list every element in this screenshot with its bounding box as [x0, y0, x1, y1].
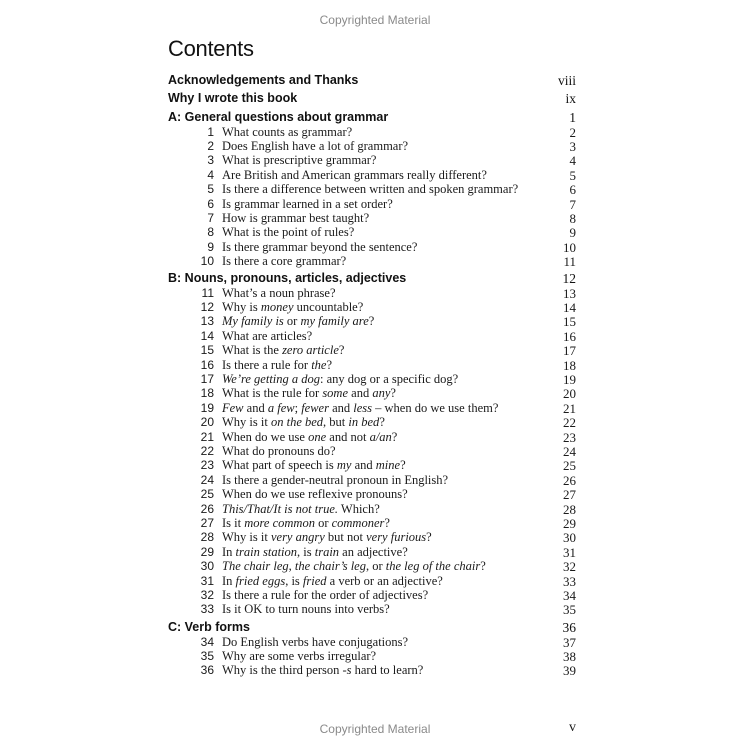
- toc-entry: [168, 502, 576, 516]
- toc-page-number: 26: [563, 472, 576, 488]
- toc-entry: [168, 254, 576, 268]
- toc-entry: [168, 358, 576, 372]
- toc-entry: [168, 343, 576, 357]
- toc-entry: [168, 329, 576, 343]
- toc-entry-title: What is the rule for some and any?: [222, 386, 396, 401]
- toc-entry: [168, 211, 576, 225]
- toc-entry: [168, 588, 576, 602]
- toc-page-number: 35: [563, 602, 576, 618]
- toc-entry-title: In train station, is train an adjective?: [222, 544, 408, 559]
- toc-entry-number: 21: [200, 429, 214, 444]
- watermark-top: Copyrighted Material: [319, 13, 431, 27]
- toc-entry-number: 35: [200, 649, 214, 663]
- toc-entry: [168, 300, 576, 314]
- toc-entry-number: 11: [201, 285, 214, 300]
- toc-entry: [168, 225, 576, 239]
- toc-entry-title: My family is or my family are?: [222, 314, 375, 329]
- toc-entry-title: What part of speech is my and mine?: [222, 458, 406, 473]
- toc-entry: [168, 487, 576, 501]
- toc-page-number: 11: [563, 254, 576, 270]
- toc-page-number: 30: [563, 530, 576, 546]
- toc-entry-number: 6: [207, 196, 214, 211]
- toc-entry: [168, 473, 576, 487]
- toc-entry: [168, 286, 576, 300]
- toc-entry: [168, 139, 576, 153]
- toc-page-number: 18: [563, 357, 576, 373]
- toc-page-number: 32: [563, 559, 576, 575]
- toc-page-number: 25: [563, 458, 576, 474]
- toc-entry-title: When do we use one and not a/an?: [222, 429, 398, 444]
- watermark-bottom: Copyrighted Material: [319, 722, 431, 736]
- toc-page-number: 3: [569, 139, 576, 154]
- toc-page-number: ix: [565, 91, 576, 106]
- toc-page-number: 7: [569, 196, 576, 212]
- toc-entry-number: 18: [200, 386, 214, 401]
- toc-entry-title: What counts as grammar?: [222, 124, 353, 139]
- toc-entry-number: 25: [200, 487, 214, 502]
- toc-heading-label: C: Verb forms: [168, 620, 250, 634]
- toc-page-number: 36: [562, 620, 576, 635]
- toc-page-number: 1: [569, 110, 576, 125]
- toc-entry-number: 16: [200, 357, 214, 372]
- toc-entry-number: 7: [207, 211, 214, 225]
- toc-page-number: 29: [563, 516, 576, 531]
- toc-entry-title: Is it more common or commoner?: [222, 516, 390, 530]
- toc-entry-title: Is there grammar beyond the sentence?: [222, 239, 418, 254]
- toc-entry: [168, 415, 576, 429]
- toc-entry-title: What is prescriptive grammar?: [222, 153, 377, 168]
- toc-section-heading: [168, 620, 576, 634]
- toc-entry-title: Is there a core grammar?: [222, 254, 347, 269]
- toc-entry: [168, 574, 576, 588]
- toc-entry-number: 8: [207, 225, 214, 240]
- toc-heading-label: Acknowledgements and Thanks: [168, 73, 359, 87]
- toc-entry: [168, 530, 576, 544]
- toc-entry-number: 13: [200, 314, 214, 329]
- toc-entry-number: 19: [200, 400, 214, 415]
- toc-entry-title: Do English verbs have conjugations?: [222, 634, 409, 649]
- toc-page-number: 14: [563, 300, 576, 315]
- toc-page-number: 21: [563, 400, 576, 416]
- toc-heading-label: A: General questions about grammar: [168, 110, 389, 124]
- toc-page-number: 22: [563, 415, 576, 431]
- toc-section-heading: [168, 271, 576, 285]
- toc-entry-number: 33: [200, 602, 214, 617]
- toc-entry: [168, 649, 576, 663]
- toc-entry-title: In fried eggs, is fried a verb or an adjective?: [222, 573, 443, 588]
- toc-entry-title: Is there a rule for the order of adjectives?: [222, 588, 429, 602]
- toc-entry-number: 3: [207, 153, 214, 168]
- toc-front-matter-item: [168, 91, 576, 105]
- toc-entry: [168, 240, 576, 254]
- toc-entry-title: Does English have a lot of grammar?: [222, 139, 409, 153]
- toc-entry: [168, 545, 576, 559]
- toc-entry-number: 30: [200, 559, 214, 574]
- toc-entry-title: Why is the third person -s hard to learn?: [222, 663, 424, 678]
- toc-entry-title: Is there a difference between written and spoken grammar?: [222, 182, 519, 197]
- toc-entry-title: What do pronouns do?: [222, 444, 336, 458]
- toc-page-number: 10: [563, 239, 576, 255]
- toc-page-number: 6: [569, 182, 576, 198]
- toc-entry-title: Why is it on the bed, but in bed?: [222, 415, 385, 430]
- toc-page-number: 8: [569, 211, 576, 226]
- toc-entry-title: We’re getting a dog: any dog or a specific dog?: [222, 372, 459, 386]
- toc-entry-number: 14: [200, 328, 214, 343]
- toc-page-number: 39: [563, 663, 576, 679]
- toc-entry-number: 32: [200, 588, 214, 602]
- toc-entry-number: 17: [200, 372, 214, 386]
- toc-entry-number: 12: [200, 300, 214, 314]
- toc-page-number: 34: [563, 588, 576, 603]
- toc-entry: [168, 125, 576, 139]
- toc-entry-title: How is grammar best taught?: [222, 211, 370, 225]
- toc-entry-number: 24: [200, 472, 214, 487]
- toc-entry-title: What are articles?: [222, 328, 313, 343]
- toc-page-number: 37: [563, 634, 576, 650]
- toc-entry-title: Is grammar learned in a set order?: [222, 196, 393, 211]
- toc-entry: [168, 401, 576, 415]
- toc-entry-number: 15: [200, 343, 214, 358]
- toc-entry: [168, 314, 576, 328]
- toc-entry: [168, 168, 576, 182]
- toc-page-number: 19: [563, 372, 576, 387]
- toc-page-number: 16: [563, 328, 576, 344]
- toc-entry-number: 29: [200, 544, 214, 559]
- page-number: v: [569, 720, 576, 735]
- toc-page-number: 4: [569, 153, 576, 169]
- toc-page-number: 12: [562, 271, 576, 286]
- toc-entry-title: What is the point of rules?: [222, 225, 355, 240]
- toc-entry-number: 4: [207, 167, 214, 182]
- toc-page-number: 24: [563, 444, 576, 459]
- toc-entry-number: 2: [207, 139, 214, 153]
- toc-entry-number: 9: [207, 239, 214, 254]
- toc-page-number: viii: [557, 73, 576, 88]
- toc-page-number: 28: [563, 501, 576, 517]
- toc-page-number: 38: [563, 649, 576, 664]
- toc-page-number: 2: [569, 124, 576, 140]
- toc-entry-title: When do we use reflexive pronouns?: [222, 487, 408, 502]
- toc-page-number: 13: [563, 285, 576, 301]
- toc-entry: [168, 372, 576, 386]
- toc-entry: [168, 559, 576, 573]
- toc-page-number: 17: [563, 343, 576, 359]
- toc-entry-title: Why is it very angry but not very furious?: [222, 530, 432, 545]
- toc-entry: [168, 444, 576, 458]
- toc-entry-title: Why are some verbs irregular?: [222, 649, 377, 663]
- toc-entry: [168, 182, 576, 196]
- toc-entry: [168, 458, 576, 472]
- toc-entry-number: 27: [200, 516, 214, 530]
- toc-page-number: 27: [563, 487, 576, 503]
- toc-entry-number: 22: [200, 444, 214, 458]
- toc-entry-title: What is the zero article?: [222, 343, 345, 358]
- toc-entry: [168, 197, 576, 211]
- page-title: Contents: [168, 36, 254, 61]
- toc-entry-number: 26: [200, 501, 214, 516]
- toc-section-heading: [168, 110, 576, 124]
- toc-entry: [168, 602, 576, 616]
- toc-entry: [168, 386, 576, 400]
- toc-entry-title: What’s a noun phrase?: [222, 285, 336, 300]
- toc-entry-title: Is it OK to turn nouns into verbs?: [222, 602, 390, 617]
- toc-entry-number: 1: [207, 124, 214, 139]
- toc-page-number: 9: [569, 225, 576, 241]
- toc-entry: [168, 635, 576, 649]
- toc-entry-number: 28: [200, 530, 214, 545]
- toc-entry: [168, 516, 576, 530]
- toc-page-number: 33: [563, 573, 576, 589]
- toc-front-matter-item: [168, 73, 576, 87]
- toc-entry-number: 36: [200, 663, 214, 678]
- toc-entry-title: Why is money uncountable?: [222, 300, 364, 314]
- toc-entry-title: The chair leg, the chair’s leg, or the leg of the chair?: [222, 559, 486, 574]
- toc-page-number: 23: [563, 429, 576, 445]
- toc-entry-title: This/That/It is not true. Which?: [222, 501, 380, 516]
- toc-entry: [168, 663, 576, 677]
- toc-entry-number: 10: [200, 254, 214, 269]
- toc-heading-label: B: Nouns, pronouns, articles, adjectives: [168, 271, 407, 285]
- toc-page-number: 20: [563, 386, 576, 402]
- toc-entry-title: Are British and American grammars really different?: [222, 167, 487, 182]
- toc-entry-number: 23: [200, 458, 214, 473]
- toc-page-number: 15: [563, 314, 576, 330]
- toc-heading-label: Why I wrote this book: [168, 91, 298, 105]
- toc-entry-number: 34: [200, 634, 214, 649]
- toc-entry-title: Is there a gender-neutral pronoun in English?: [222, 472, 449, 487]
- toc-page-number: 5: [569, 167, 576, 183]
- toc-entry-number: 5: [207, 182, 214, 197]
- toc-entry-number: 31: [200, 573, 214, 588]
- toc-entry: [168, 153, 576, 167]
- toc-entry: [168, 430, 576, 444]
- toc-entry-title: Few and a few; fewer and less – when do we use them?: [222, 400, 499, 415]
- toc-page-number: 31: [563, 544, 576, 560]
- toc-entry-number: 20: [200, 415, 214, 430]
- toc-entry-title: Is there a rule for the?: [222, 357, 333, 372]
